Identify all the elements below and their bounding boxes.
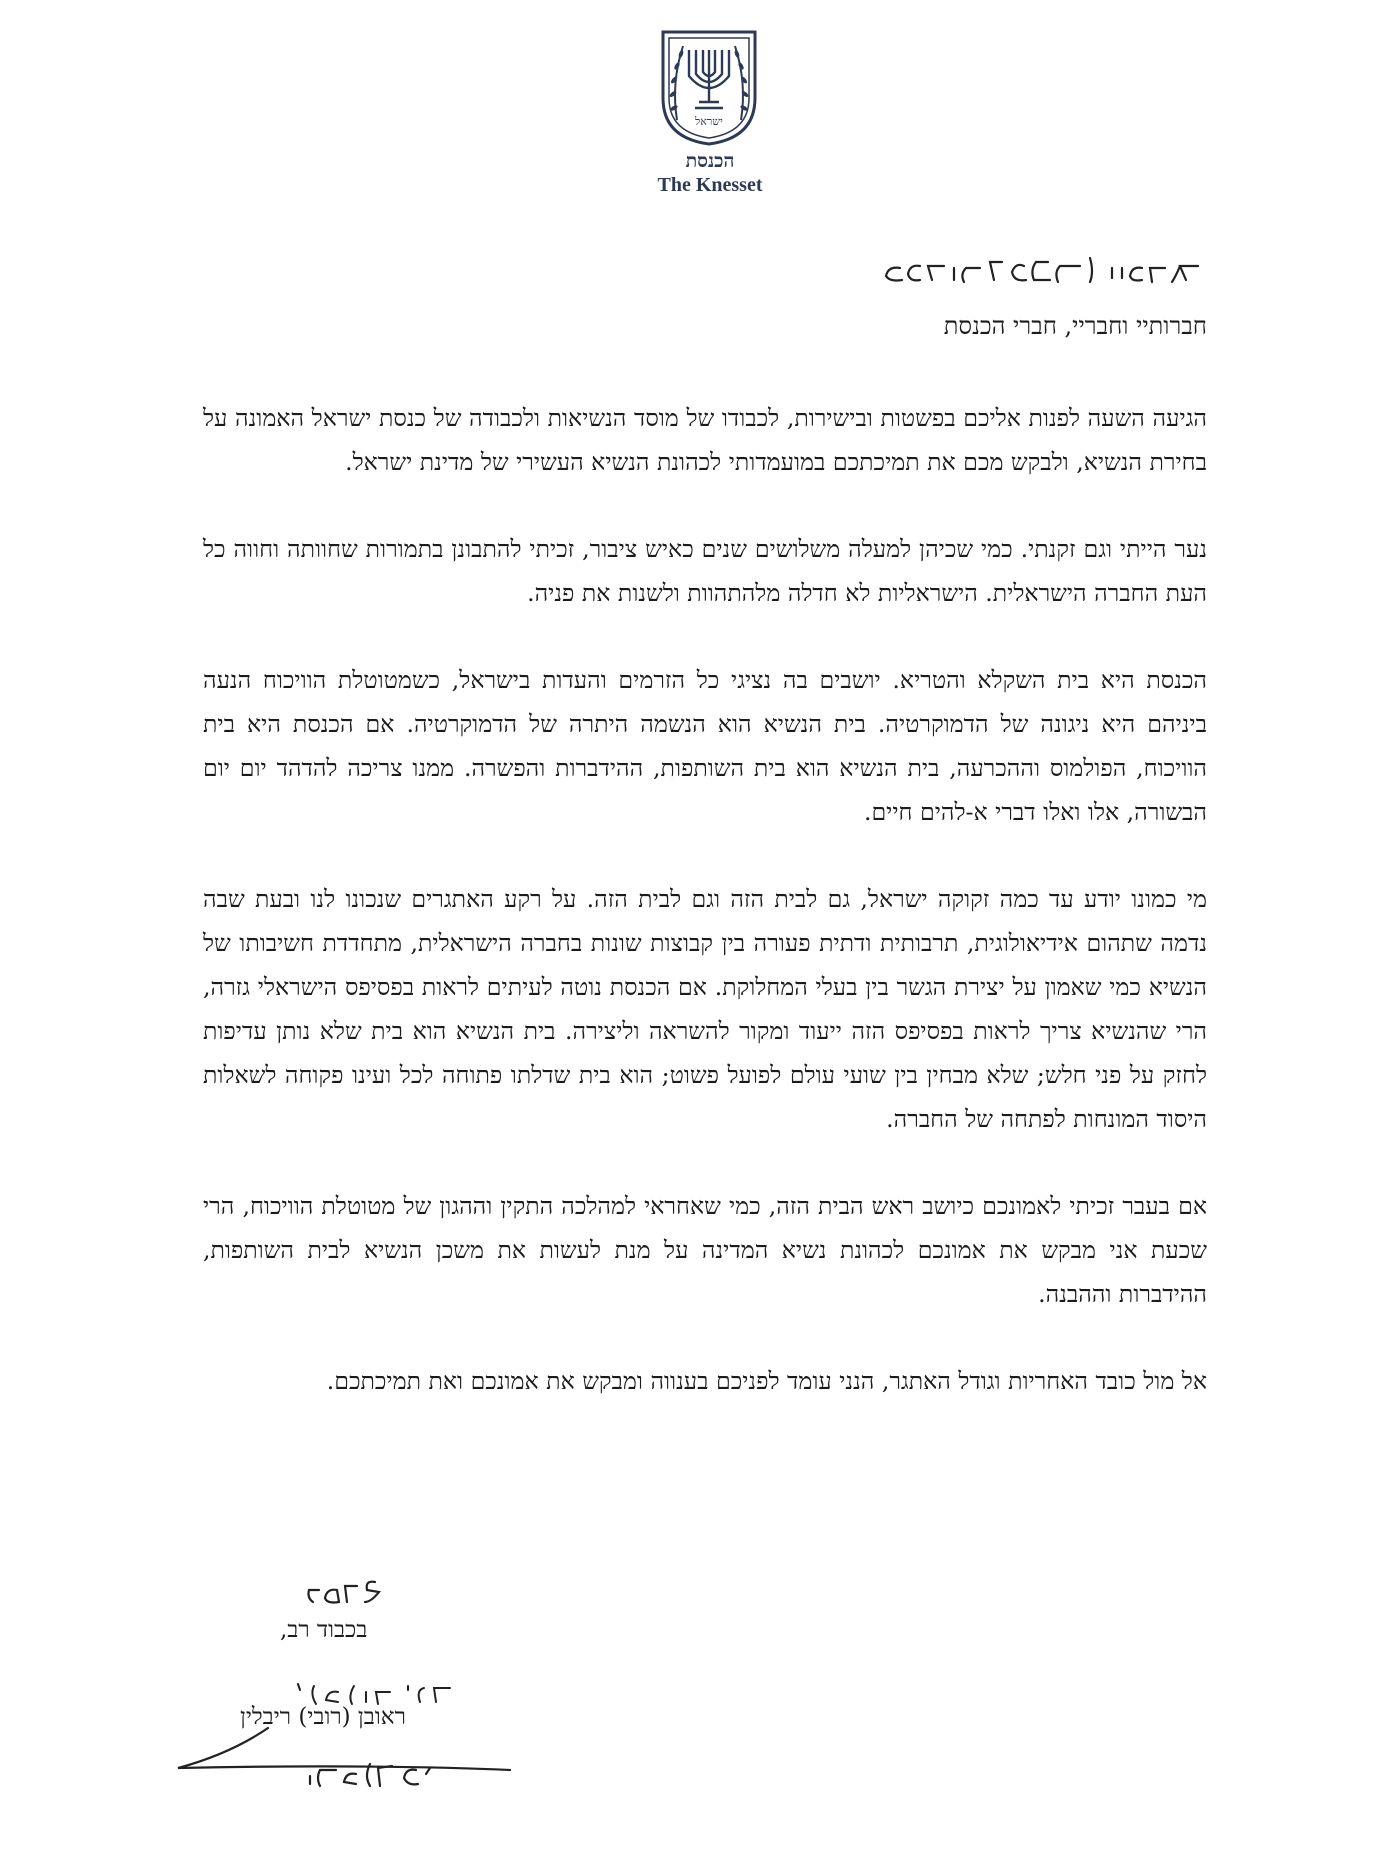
regards-line: בכבוד רב, (280, 1617, 368, 1643)
letter-body (203, 396, 1207, 1446)
handwritten-closing (305, 1576, 385, 1610)
handwritten-greeting (880, 252, 1210, 292)
institution-hebrew-name: הכנסת (685, 150, 735, 172)
salutation: חברותיי וחבריי, חברי הכנסת (943, 312, 1207, 340)
body-paragraph: נער הייתי וגם זקנתי. כמי שכיהן למעלה משלושים שנים כאיש ציבור, זכיתי להתבונן בתמורות שחוותה וחווה כל העת החברה הישראלית. הישראליות לא חדלה מלהתהוות ולשנות את פניה. (203, 535, 1207, 607)
menorah-emblem-icon (659, 28, 759, 146)
emblem-inscription: ישראל (695, 115, 723, 128)
body-paragraph: אם בעבר זכיתי לאמונכם כיושב ראש הבית הזה, כמי שאחראי למהלכה התקין וההגון של מטוטלת הוויכוח, הרי שכעת אני מבקש את אמונכם לכהונת נשיא המדינה על מנת לעשות את משכן הנשיא לבית השותפות, ההידברות וההבנה. (203, 1192, 1207, 1308)
body-paragraph: הכנסת היא בית השקלא והטריא. יושבים בה נציגי כל הזרמים והעדות בישראל, כשמטוטלת הוויכוח הנעה ביניהם היא ניגונה של הדמוקרטיה. בית הנשיא הוא הנשמה היתרה של הדמוקרטיה. אם הכנסת היא בית הוויכוח, הפולמוס וההכרעה, בית הנשיא הוא בית השותפות, ההידברות והפשרה. ממנו צריכה להדהד יום יום הבשורה, אלו ואלו דברי א-להים חיים. (203, 666, 1207, 826)
signer-name: ראובן (רובי) ריבלין (240, 1704, 406, 1730)
body-paragraph: אל מול כובד האחריות וגודל האתגר, הנני עומד לפניכם בענווה ומבקש את אמונכם ואת תמיכתכם. (326, 1367, 1207, 1395)
body-paragraph: מי כמונו יודע עד כמה זקוקה ישראל, גם לבית הזה וגם לבית הזה. על רקע האתגרים שנכונו לנו ובעת שבה נדמה שתהום אידיאולוגית, תרבותית ודתית פעורה בין קבוצות שונות בחברה הישראלית, מתחדדת חשיבותו של הנשיא כמי שאמון על יצירת הגשר בין בעלי המחלוקת. אם הכנסת נוטה לעיתים לראות בפסיפס הישראלי גזרה, הרי שהנשיא צריך לראות בפסיפס הזה ייעוד ומקור להשראה וליצירה. בית הנשיא הוא בית שלא נותן עדיפות לחזק על פני חלש; שלא מבחין בין שועי עולם לפועל פשוט; הוא בית שדלתו פתוחה לכל ועינו פקוחה לשאלות היסוד המונחות לפתחה של החברה. (203, 885, 1207, 1133)
handwritten-place (300, 1760, 440, 1794)
body-paragraph: הגיעה השעה לפנות אליכם בפשטות ובישירות, לכבודו של מוסד הנשיאות ולכבודה של כנסת ישראל האמונה על בחירת הנשיא, ולבקש מכם את תמיכתכם במועמדותי לכהונת הנשיא העשירי של מדינת ישראל. (203, 404, 1207, 476)
institution-english-name: The Knesset (657, 174, 763, 196)
